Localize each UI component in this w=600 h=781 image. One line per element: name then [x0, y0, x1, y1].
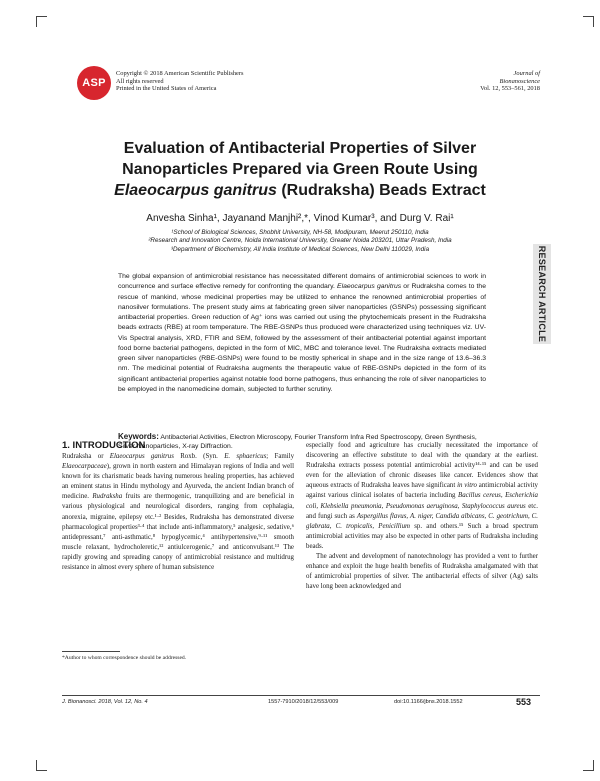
- title-line-3-rest: (Rudraksha) Beads Extract: [276, 182, 486, 199]
- article-type-label: RESEARCH ARTICLE: [537, 245, 547, 343]
- footer-citation: J. Bionanosci. 2018, Vol. 12, No. 4: [62, 699, 148, 705]
- crop-mark-bottom-left: [36, 760, 47, 771]
- right-column-text: especially food and agriculture has crucially necessitated the importance of discovering an effective substitute to deal with the quandary at the earliest. Rudraksha extracts possess potential antimicrobial activity¹⁴·¹⁵ and can be used even for the alleviation of chronic diseases like cancer. Evidences show that aqueous extracts of Rudraksha leaves have significant in vitro antimicrobial activity against various clinical isolates of bacteria including Bacillus cereus, Escherichia coli, Klebsiella pneumonia, Pseudomonas aeruginosa, Staphylococcus aureus etc. and fungi such as Aspergillus flavus, A. niger, Candida albicans, C. geotrichum, C. glabrata, C. tropicalis, Penicillium sp. and others.¹⁵ Such a broad spectrum antimicrobial activities may also be expected in other parts of Rudraksha including beads. The advent and development of nanotechnology has provided a vent to further enhance and exploit the huge health benefits of Rudraksha amalgamated with that of antimicrobial properties of silver. The antibacterial effects of silver (Ag) salts have long been acknowledged and: [306, 441, 538, 592]
- author-list: Anvesha Sinha¹, Jayanand Manjhi²,*, Vinod Kumar³, and Durg V. Rai¹: [146, 213, 454, 224]
- journal-line-1: Journal of: [513, 70, 540, 77]
- copyright-line: Copyright © 2018 American Scientific Publishers: [116, 70, 244, 77]
- article-title: [60, 138, 540, 201]
- abstract-text-2: or Rudraksha comes to the rescue of mankind, whose medicinal properties may be utilized to enhance the renowned antimicrobial properties of nanosilver formulations. The present study aims at fabricating green silver nanoparticles (GSNPs) possessing significant antibacterial properties. Green reduction of Ag⁺ ions was carried out using the phytochemicals present in the Rudraksha beads extracts (RBE) at room temperature. The RBE-GSNPs thus produced were characterized using techniques viz. UV-Vis Spectral analysis, XRD, FTIR and SEM, followed by the assessment of their antibacterial potential against important food borne bacterial pathogens, depicted in the form of MIC, MBC and tolerance level. The Rudraksha extracts mediated green silver nanoparticles (RBE-GSNPs) were found to be mostly spherical in shape and in the size range of 13.6–36.3 nm. The medicinal potential of Rudraksha augments the therapeutic value of RBE-GSNPs depicted in the form of its significant antibacterial properties against notable food borne pathogens, thus enhancing the role of silver nanoparticles to be employed in the nanomedicine domain, subjected to further scrutiny.: [118, 283, 486, 393]
- footer-issn: 1557-7910/2018/12/553/009: [268, 699, 339, 705]
- journal-name: Bionanoscience: [499, 77, 540, 85]
- right-column-paragraph-2: The advent and development of nanotechnology has provided a vent to further enhance and exploit the huge health benefits of Rudraksha amalgamated with that of antimicrobial properties of silver. The antibacterial effects of silver (Ag) salts have long been acknowledged and: [306, 553, 538, 591]
- keywords-label: Keywords:: [118, 432, 159, 441]
- affiliation-2: ²Research and Innovation Centre, Noida International University, Greater Noida 203201, Uttar Pradesh, India: [148, 237, 452, 245]
- journal-info: [480, 70, 540, 93]
- journal-volume: Vol. 12, 553–561, 2018: [480, 85, 540, 93]
- footer-doi: doi:10.1166/jbns.2018.1552: [394, 699, 463, 705]
- abstract: [118, 272, 486, 395]
- publisher-info: [116, 70, 244, 93]
- affiliation-1: ¹School of Biological Sciences, Shobhit University, NH-58, Modipuram, Meerut 250110, India: [171, 229, 429, 236]
- footnote-divider: [62, 651, 120, 652]
- crop-mark-top-left: [36, 16, 47, 27]
- title-line-1: Evaluation of Antibacterial Properties of Silver: [123, 140, 477, 157]
- abstract-text-1: The global expansion of antimicrobial resistance has necessitated different domains of antimicrobial sciences to work in concurrence and surface effective remedy for confronting the quandary.: [118, 273, 486, 291]
- keywords-text: Antibacterial Activities, Electron Microscopy, Fourier Transform Infra Red Spectroscopy, Green Synthesis, Silver Nanoparticles, X-ray Diffraction.: [118, 434, 477, 451]
- page-number: 553: [516, 697, 532, 707]
- printed-line: Printed in the United States of America: [116, 85, 217, 93]
- section-heading-introduction: 1. INTRODUCTION: [62, 440, 146, 451]
- publisher-logo: ASP: [77, 66, 111, 100]
- affiliations: [60, 229, 540, 254]
- title-line-2: Nanoparticles Prepared via Green Route Using: [122, 161, 478, 178]
- crop-mark-bottom-right: [583, 760, 594, 771]
- title-species: Elaeocarpus ganitrus: [114, 182, 277, 199]
- left-column-text: Rudraksha or Elaeocarpus ganitrus Roxb. (Syn. E. sphaericus; Family Elaeocarpaceae), grown in north eastern and Himalayan regions of India and well known for its charismatic beads having numerous healing properties, has achieved an eminent status in Hindu mythology and Ayurveda, the ancient Indian branch of medicine. Rudraksha fruits are thermogenic, tranquilizing and are beneficial in various physiological and neurological disorders, ranging from cephalagia, anorexia, migraine, epilepsy etc.¹·² Besides, Rudraksha has demonstrated diverse pharmacological properties³·⁴ that include anti-inflammatory,⁵ analgesic, sedative,⁶ antidepressant,⁷ anti-asthmatic,⁸ hypoglycemic,⁴ antihypertensive,⁹·¹¹ smooth muscle relaxant, hydrocholeretic,¹² antiulcerogenic,⁷ and anticonvulsant.¹³ The rapidly growing and spreading canopy of antimicrobial resistance and multidrug resistance in almost every sphere of human subsistence: [62, 453, 295, 572]
- affiliation-3: ³Department of Biochemistry, All India Institute of Medical Sciences, New Delhi 110029, India: [170, 245, 430, 253]
- correspondence-footnote: *Author to whom correspondence should be addressed.: [62, 655, 187, 661]
- rights-line: All rights reserved: [116, 77, 164, 85]
- crop-mark-top-right: [583, 16, 594, 27]
- footer-divider: [62, 695, 540, 696]
- article-type-tab: [533, 244, 551, 344]
- title-line-3: [60, 180, 540, 201]
- abstract-species: Elaeocarpus ganitrus: [337, 283, 402, 291]
